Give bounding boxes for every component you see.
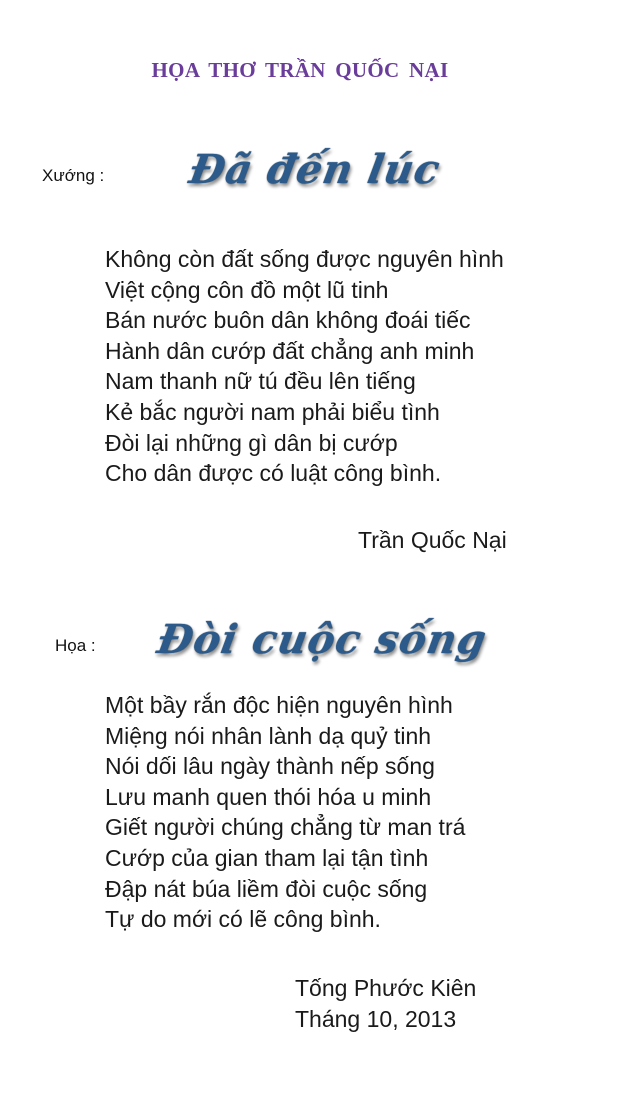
poem-line: Kẻ bắc người nam phải biểu tình — [105, 398, 440, 425]
poem-hoa-author: Tống Phước Kiên — [295, 975, 477, 1001]
poem-xuong-author: Trần Quốc Nại — [358, 527, 507, 553]
page-title: HỌA THƠ TRẦN QUỐC NẠI — [151, 58, 449, 82]
poem-hoa-stanza — [105, 690, 465, 935]
poem-line: Lưu manh quen thói hóa u minh — [105, 783, 432, 810]
poem-line: Không còn đất sống được nguyên hình — [105, 246, 504, 272]
hoa-label: Họa : — [55, 636, 96, 655]
poem-line: Giết người chúng chẳng từ man trá — [105, 814, 466, 841]
poem-hoa-date: Tháng 10, 2013 — [295, 1006, 457, 1032]
poem-line: Hành dân cướp đất chẳng anh minh — [105, 337, 475, 364]
xuong-label: Xướng : — [42, 166, 105, 185]
poem-line: Bán nước buôn dân không đoái tiếc — [105, 307, 471, 334]
poem-line: Cướp của gian tham lại tận tình — [105, 844, 429, 871]
poem-hoa-signature — [295, 973, 476, 1035]
poem-line: Nói dối lâu ngày thành nếp sống — [105, 753, 435, 780]
poem-line: Nam thanh nữ tú đều lên tiếng — [105, 368, 416, 395]
poem-line: Miệng nói nhân lành dạ quỷ tinh — [105, 722, 432, 749]
poem-line: Việt cộng côn đồ một lũ tinh — [105, 276, 389, 303]
poem-line: Tự do mới có lẽ công bình. — [105, 906, 381, 933]
poem-line: Một bầy rắn độc hiện nguyên hình — [105, 692, 453, 718]
poem-line: Đòi lại những gì dân bị cướp — [105, 429, 398, 456]
poem-xuong-stanza — [105, 244, 504, 489]
poem-line: Cho dân được có luật công bình. — [105, 460, 442, 487]
poem-title-hoa: Đòi cuộc sống — [153, 616, 491, 663]
poem-title-xuong: Đã đến lúc — [185, 146, 445, 193]
poem-line: Đập nát búa liềm đòi cuộc sống — [105, 875, 428, 902]
